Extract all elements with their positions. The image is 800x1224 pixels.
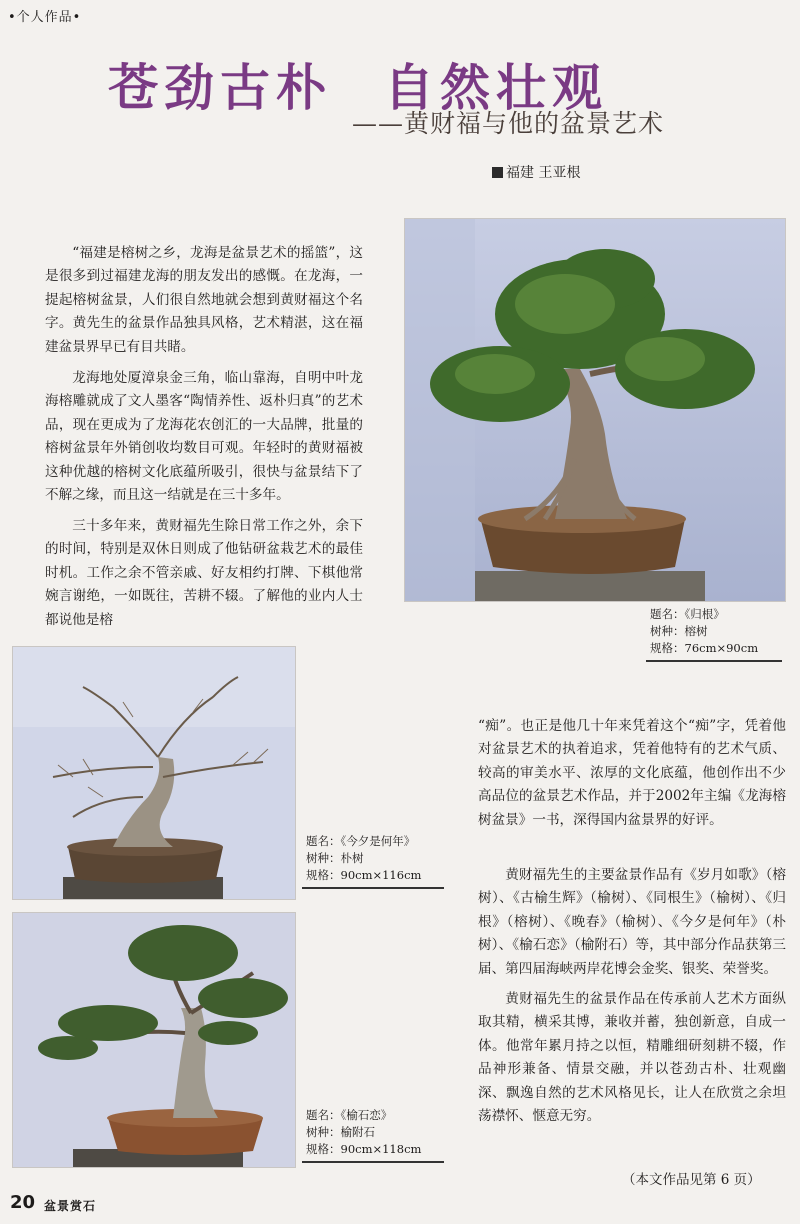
caption-title: 题名：《榆石恋》 [306, 1108, 393, 1122]
caption-species: 树种：榆附石 [306, 1125, 375, 1139]
caption-yushilian [306, 1107, 444, 1158]
caption-size: 规格：90cm×118cm [306, 1142, 422, 1156]
hackberry-bonsai-image [13, 647, 295, 899]
bonsai-photo-guigen [404, 218, 786, 602]
caption-underline [646, 660, 782, 662]
banyan-bonsai-image [405, 219, 785, 601]
paragraph-3: 三十多年来，黄财福先生除日常工作之外，余下的时间，特别是双休日则成了他钻研盆栽艺术的最佳时机。工作之余不管亲戚、好友相约打牌、下棋他常婉言谢绝，一如既往，苦耕不辍。了解他的业内人士都说他是榕 [45, 518, 363, 628]
continued-note: （本文作品见第 6 页） [622, 1172, 761, 1188]
caption-title: 题名：《今夕是何年》 [306, 834, 416, 848]
bonsai-photo-jinxi [12, 646, 296, 900]
caption-size: 规格：76cm×90cm [650, 641, 759, 655]
caption-size: 规格：90cm×116cm [306, 868, 422, 882]
caption-title: 题名：《归根》 [650, 607, 725, 621]
byline-text: 福建 王亚根 [506, 165, 581, 181]
subtitle: ——黄财福与他的盆景艺术 [352, 109, 665, 138]
paragraph-2: 龙海地处厦漳泉金三角，临山靠海，自明中叶龙海榕雕就成了文人墨客“陶情养性、返朴归真”的艺术品，现在更成为了龙海花农创汇的一大品牌，批量的榕树盆景年外销创收均数目可观。年轻时的黄财福被这种优越的榕树文化底蕴所吸引，很快与盆景结下了不解之缘，而且这一结就是在三十多年。 [45, 370, 363, 504]
title-part-2: 自然壮观 [384, 59, 608, 117]
page-number: 20 [10, 1192, 36, 1213]
caption-underline [302, 887, 444, 889]
caption-species: 树种：朴树 [306, 851, 364, 865]
byline [492, 162, 580, 182]
paragraph-1: “福建是榕树之乡，龙海是盆景艺术的摇篮”，这是很多到过福建龙海的朋友发出的感慨。在龙海，一提起榕树盆景，人们很自然地就会想到黄财福这个名字。黄先生的盆景作品独具风格，艺术精湛，这在福建盆景界早已有目共睹。 [45, 245, 363, 355]
paragraph-4: “痴”。也正是他几十年来凭着这个“痴”字，凭着他对盆景艺术的执着追求，凭着他特有的艺术气质、较高的审美水平、浓厚的文化底蕴，他创作出不少高品位的盆景艺术作品，并于2002年主编《龙海榕树盆景》一书，深得国内盆景界的好评。 [478, 718, 786, 828]
caption-underline [302, 1161, 444, 1163]
paragraph-6: 黄财福先生的盆景作品在传承前人艺术方面纵取其精，横采其博，兼收并蓄，独创新意，自成一体。他常年累月持之以恒，精雕细研刻耕不辍，作品神形兼备、情景交融，并以苍劲古朴、壮观幽深、飘逸自然的艺术风格见长，让人在欣赏之余坦荡襟怀、惬意无穷。 [478, 991, 786, 1125]
title-part-1: 苍劲古朴 [108, 59, 332, 117]
bonsai-photo-yushilian [12, 912, 296, 1168]
caption-guigen [650, 606, 782, 657]
section-tag: •个人作品• [8, 10, 82, 25]
elm-on-rock-bonsai-image [13, 913, 295, 1167]
magazine-name: 盆景赏石 [44, 1199, 97, 1213]
caption-jinxi [306, 833, 444, 884]
paragraph-5: 黄财福先生的主要盆景作品有《岁月如歌》（榕树）、《古榆生辉》（榆树）、《同根生》（榆树）、《归根》（榕树）、《晚春》（榆树）、《今夕是何年》（朴树）、《榆石恋》（榆附石）等，其中部分作品获第三届、第四届海峡两岸花博会金奖、银奖、荣誉奖。 [478, 867, 786, 977]
square-bullet-icon [492, 167, 503, 178]
caption-species: 树种：榕树 [650, 624, 708, 638]
